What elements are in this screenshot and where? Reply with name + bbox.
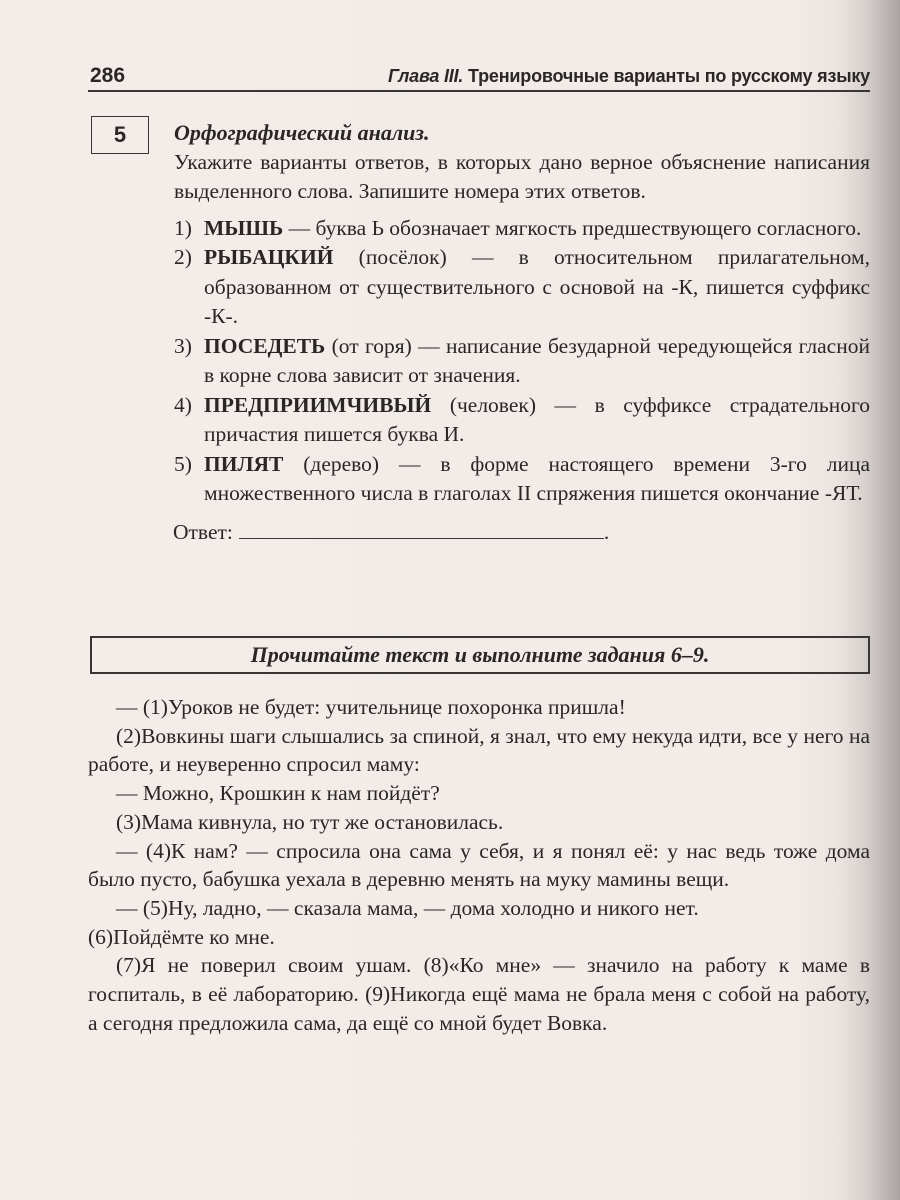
highlighted-word: МЫШЬ	[204, 215, 284, 240]
story-paragraph: — (1)Уроков не будет: учительнице похоронка пришла!	[116, 695, 626, 719]
option-1	[174, 214, 870, 244]
option-explanation: (человек) — в суффиксе страдательного причастия пишется буква И.	[204, 392, 870, 446]
page-number: 286	[90, 64, 126, 87]
option-number: 3)	[174, 333, 192, 358]
answer-row	[173, 518, 870, 548]
option-number: 1)	[174, 215, 192, 240]
option-5	[174, 450, 870, 509]
option-number: 2)	[174, 245, 192, 269]
option-4	[174, 391, 870, 450]
task-number-box: 5	[91, 116, 149, 154]
task-5	[174, 118, 870, 547]
story-paragraph: — Можно, Крошкин к нам пойдёт?	[116, 781, 440, 806]
option-explanation: (посёлок) — в относительном прилагательном, образованном от существительного с основой на -К, пишется суффикс -К-.	[204, 245, 870, 328]
chapter-name: Тренировочные варианты по русскому языку	[463, 66, 870, 86]
highlighted-word: ПИЛЯТ	[204, 451, 284, 476]
task-instruction: Укажите варианты ответов, в которых дано верное объяснение написания выделенного слова. Запишите номера этих ответов.	[174, 149, 870, 203]
story-paragraph: (2)Вовкины шаги слышались за спиной, я знал, что ему некуда идти, все у него на работе, и неуверенно спросил маму:	[88, 723, 870, 777]
answer-label: Ответ:	[173, 519, 233, 544]
option-explanation: — буква Ь обозначает мягкость предшествующего согласного.	[283, 215, 862, 240]
option-3	[174, 332, 870, 391]
chapter-title	[388, 66, 870, 87]
answer-period: .	[603, 519, 610, 544]
option-number: 4)	[174, 392, 192, 417]
story-paragraph: — (5)Ну, ладно, — сказала мама, — дома холодно и никого нет.	[116, 895, 699, 920]
answer-options	[174, 214, 870, 509]
story-paragraph: (7)Я не поверил своим ушам. (8)«Ко мне» — значило на работу к маме в госпиталь, в её лабораторию. (9)Никогда ещё мама не брала меня с собой на работу, а сегодня предложила сама, да ещё со мной будет Вовка.	[88, 953, 870, 1035]
task-title: Орфографический анализ.	[174, 120, 430, 145]
read-instruction-box: Прочитайте текст и выполните задания 6–9.	[90, 636, 870, 674]
running-head	[88, 60, 870, 92]
highlighted-word: ПОСЕДЕТЬ	[204, 333, 326, 358]
highlighted-word: РЫБАЦКИЙ	[204, 245, 334, 269]
option-2	[174, 243, 870, 332]
story-paragraph: (3)Мама кивнула, но тут же остановилась.	[116, 809, 504, 834]
highlighted-word: ПРЕДПРИИМЧИВЫЙ	[204, 392, 432, 417]
chapter-prefix: Глава III.	[387, 66, 464, 86]
option-explanation: (от горя) — написание безударной чередующейся гласной в корне слова зависит от значения.	[204, 333, 870, 387]
option-number: 5)	[174, 451, 192, 476]
book-page	[88, 0, 872, 1200]
story-paragraph: (6)Пойдёмте ко мне.	[88, 924, 275, 949]
story-text	[88, 693, 870, 1037]
answer-field[interactable]	[239, 518, 604, 539]
story-paragraph: — (4)К нам? — спросила она сама у себя, и я понял её: у нас ведь тоже дома было пусто, бабушка уехала в деревню менять на муку мамины вещи.	[88, 838, 870, 892]
option-explanation: (дерево) — в форме настоящего времени 3-го лица множественного числа в глаголах II спряжения пишется окончание -ЯТ.	[204, 451, 870, 505]
